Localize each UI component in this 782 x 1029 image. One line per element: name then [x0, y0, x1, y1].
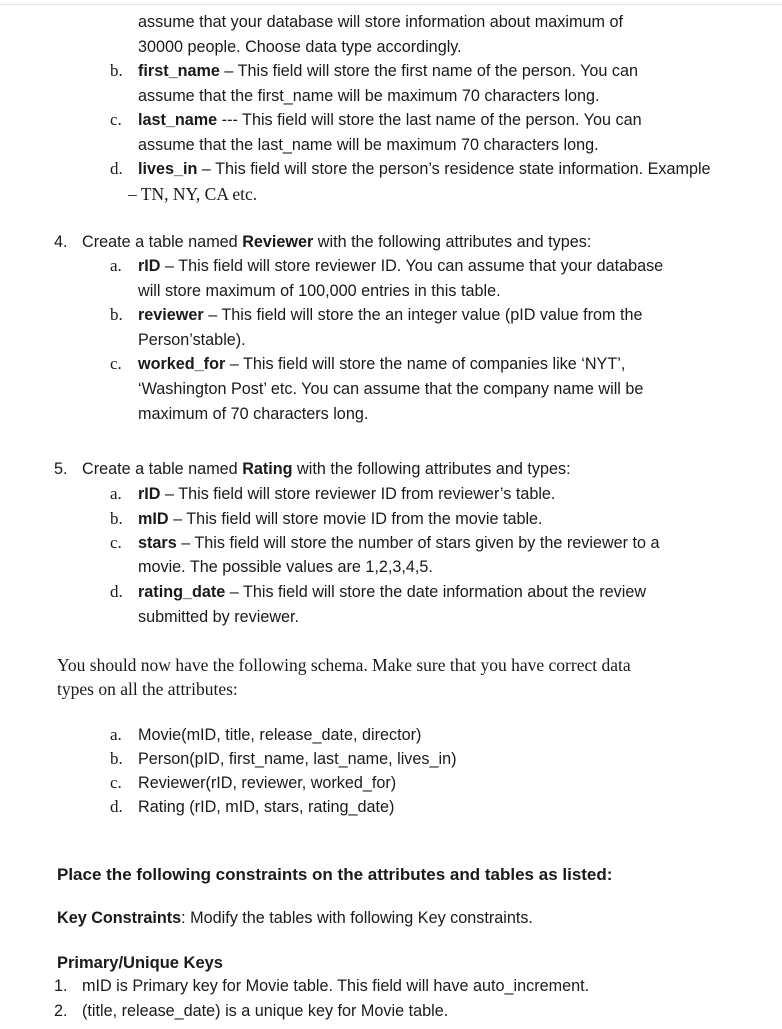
item4a-marker: a.: [110, 256, 122, 275]
schema-a-marker: a.: [110, 725, 122, 744]
field-desc: – This field will store the first name of the person. You can: [219, 62, 638, 80]
field-desc: – This field will store the person’s residence state information. Example: [197, 160, 711, 178]
item5b-line1: [138, 509, 543, 529]
item3-cont-line2: 30000 people. Choose data type accordingly.: [138, 38, 462, 56]
field-name: stars: [138, 534, 177, 552]
field-name: rating_date: [138, 583, 226, 601]
item5d-line1: [138, 582, 646, 602]
schema-d-marker: d.: [110, 797, 123, 816]
field-name: reviewer: [138, 306, 204, 324]
item5c-line2: movie. The possible values are 1,2,3,4,5.: [138, 558, 433, 576]
field-name: worked_for: [138, 355, 226, 373]
item5-intro: [82, 459, 571, 479]
item5d-line2: submitted by reviewer.: [138, 608, 300, 626]
item3c-marker: c.: [110, 110, 122, 129]
field-name: rID: [138, 257, 161, 275]
intro-text: with the following attributes and types:: [313, 233, 592, 251]
item3c-line2: assume that the last_name will be maximum 70 characters long.: [138, 136, 599, 154]
schema-c-marker: c.: [110, 773, 122, 792]
table-name: Reviewer: [242, 233, 314, 251]
schema-b-marker: b.: [110, 749, 123, 768]
field-name: last_name: [138, 111, 218, 129]
item3b-line2: assume that the first_name will be maximum 70 characters long.: [138, 87, 600, 105]
item4c-line3: maximum of 70 characters long.: [138, 405, 369, 423]
item5c-line1: [138, 533, 660, 553]
schema-intro-line1: You should now have the following schema. Make sure that you have correct data: [57, 655, 631, 675]
item4-number: 4.: [54, 233, 68, 251]
table-name: Rating: [242, 460, 293, 478]
item5a-marker: a.: [110, 484, 122, 503]
field-name: mID: [138, 510, 169, 528]
field-desc: – This field will store the number of stars given by the reviewer to a: [176, 534, 660, 552]
item4c-line1: [138, 354, 625, 374]
item4c-marker: c.: [110, 354, 122, 373]
field-desc: --- This field will store the last name of the person. You can: [217, 111, 642, 129]
item3d-marker: d.: [110, 159, 123, 178]
constraint-2-marker: 2.: [54, 1002, 68, 1020]
item5c-marker: c.: [110, 533, 122, 552]
item5a-line1: [138, 484, 555, 504]
item3c-line1: [138, 110, 642, 130]
primary-unique-keys-heading: Primary/Unique Keys: [57, 954, 223, 972]
field-name: first_name: [138, 62, 220, 80]
intro-text: Create a table named: [82, 460, 243, 478]
item3-cont-line1: assume that your database will store information about maximum of: [138, 13, 623, 31]
schema-item-rating: Rating (rID, mID, stars, rating_date): [138, 798, 395, 816]
field-desc: – This field will store movie ID from the movie table.: [168, 510, 543, 528]
item5d-marker: d.: [110, 582, 123, 601]
field-name: rID: [138, 485, 161, 503]
constraints-heading: Place the following constraints on the attributes and tables as listed:: [57, 865, 613, 884]
field-desc: – This field will store reviewer ID. You can assume that your database: [160, 257, 664, 275]
field-desc: – This field will store the date information about the review: [225, 583, 647, 601]
key-constraints-text: : Modify the tables with following Key constraints.: [181, 909, 533, 927]
schema-intro-line2: types on all the attributes:: [57, 679, 238, 699]
intro-text: with the following attributes and types:: [292, 460, 571, 478]
item4b-line2: Person’stable).: [138, 331, 246, 349]
item4b-marker: b.: [110, 305, 123, 324]
field-desc: – This field will store the an integer value (pID value from the: [203, 306, 643, 324]
schema-item-movie: Movie(mID, title, release_date, director): [138, 726, 422, 744]
schema-item-reviewer: Reviewer(rID, reviewer, worked_for): [138, 774, 397, 792]
field-name: lives_in: [138, 160, 198, 178]
item4b-line1: [138, 305, 642, 325]
constraint-1-text: mID is Primary key for Movie table. This field will have auto_increment.: [82, 977, 590, 995]
item3b-line1: [138, 61, 638, 81]
item3d-line1: [138, 159, 711, 179]
schema-item-person: Person(pID, first_name, last_name, lives_in): [138, 750, 457, 768]
key-constraints-label: Key Constraints: [57, 909, 182, 927]
page-top-border: [0, 4, 782, 5]
item5-number: 5.: [54, 460, 68, 478]
field-desc: – This field will store the name of companies like ‘NYT’,: [225, 355, 626, 373]
intro-text: Create a table named: [82, 233, 243, 251]
item4a-line2: will store maximum of 100,000 entries in this table.: [138, 282, 501, 300]
constraint-2-text: (title, release_date) is a unique key for Movie table.: [82, 1002, 449, 1020]
item3d-line2: – TN, NY, CA etc.: [128, 184, 258, 204]
key-constraints-line: [57, 908, 533, 928]
item4a-line1: [138, 256, 663, 276]
item4-intro: [82, 232, 591, 252]
field-desc: – This field will store reviewer ID from reviewer’s table.: [160, 485, 556, 503]
item4c-line2: ‘Washington Post’ etc. You can assume that the company name will be: [138, 380, 644, 398]
item5b-marker: b.: [110, 509, 123, 528]
constraint-1-marker: 1.: [54, 977, 68, 995]
item3b-marker: b.: [110, 61, 123, 80]
